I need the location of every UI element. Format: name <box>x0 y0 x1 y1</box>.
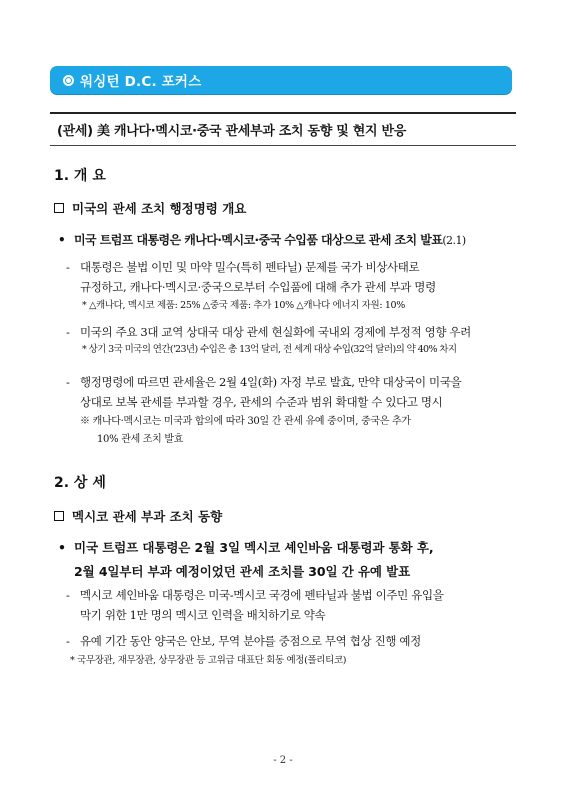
footnote: * △캐나다, 멕시코 제품: 25% △중국 제품: 추가 10% △캐나다 에너지 자원: 10% <box>82 300 405 311</box>
reference-note: ※ 캐나다·멕시코는 미국과 합의에 따라 30일 간 관세 유예 중이며, 중국은 추가 10% 관세 조치 발효 <box>80 416 411 445</box>
subheading-details <box>54 507 222 525</box>
bullet-details: • 미국 트럼프 대통령은 2월 3일 멕시코 셰인바움 대통령과 통화 후, 2월 4일부터 부과 예정이었던 관세 조치를 30일 간 유예 발표 <box>58 536 518 584</box>
document-title: (관세) 美 캐나다·멕시코·중국 관세부과 조치 동향 및 현지 반응 <box>57 124 407 139</box>
list-item: - 유예 기간 동안 양국은 안보, 무역 분야를 중점으로 무역 협상 진행 예정 <box>66 634 421 648</box>
title-rule-top <box>50 112 516 114</box>
section-heading-overview: 1. 개 요 <box>54 168 106 184</box>
bullet-dot-icon: • <box>58 233 66 247</box>
footnote: * 국무장관, 재무장관, 상무장관 등 고위급 대표단 회동 예정(폴리티코) <box>70 655 347 666</box>
subheading-text: 멕시코 관세 부과 조치 동향 <box>72 509 223 524</box>
bullet-date: (2.1) <box>442 234 466 247</box>
bullet-dot-icon: • <box>58 540 66 555</box>
page-number: - 2 - <box>273 755 293 766</box>
subheading-text: 미국의 관세 조치 행정명령 개요 <box>72 201 247 216</box>
bullet-overview <box>58 229 518 252</box>
subheading-overview <box>54 199 246 217</box>
target-circle-icon <box>63 75 74 86</box>
section-heading-details: 2. 상 세 <box>54 475 106 491</box>
list-item: - 대통령은 불법 이민 및 마약 밀수(특히 펜타닐) 문제를 국가 비상사태로 규정하고, 캐나다·멕시코·중국으로부터 수입품에 대해 추가 관세 부과 명령 <box>66 260 436 294</box>
list-item: - 멕시코 셰인바움 대통령은 미국-멕시코 국경에 펜타닐과 불법 이주민 유입을 막기 위한 1만 명의 멕시코 인력을 배치하기로 약속 <box>66 588 444 622</box>
checkbox-square-icon <box>54 511 64 521</box>
checkbox-square-icon <box>54 203 64 213</box>
section-banner <box>50 66 512 94</box>
bullet-text: 미국 트럼프 대통령은 캐나다·멕시코·중국 수입품 대상으로 관세 조치 발표 <box>74 233 443 247</box>
footnote: * 상기 3국 미국의 연간('23년) 수입은 총 13억 달러, 전 세계 대상 수입(32억 달러)의 약 40% 차지 <box>82 344 457 355</box>
list-item: - 미국의 주요 3대 교역 상대국 대상 관세 현실화에 국내외 경제에 부정적 영향 우려 <box>66 325 471 339</box>
list-item: - 행정명령에 따르면 관세율은 2월 4일(화) 자정 부로 발효, 만약 대상국이 미국을 상대로 보복 관세를 부과할 경우, 관세의 수준과 범위 확대할 수 있다고 명시 <box>66 375 462 409</box>
title-rule-bottom <box>50 145 516 146</box>
banner-title: 워싱턴 D.C. 포커스 <box>80 74 202 90</box>
